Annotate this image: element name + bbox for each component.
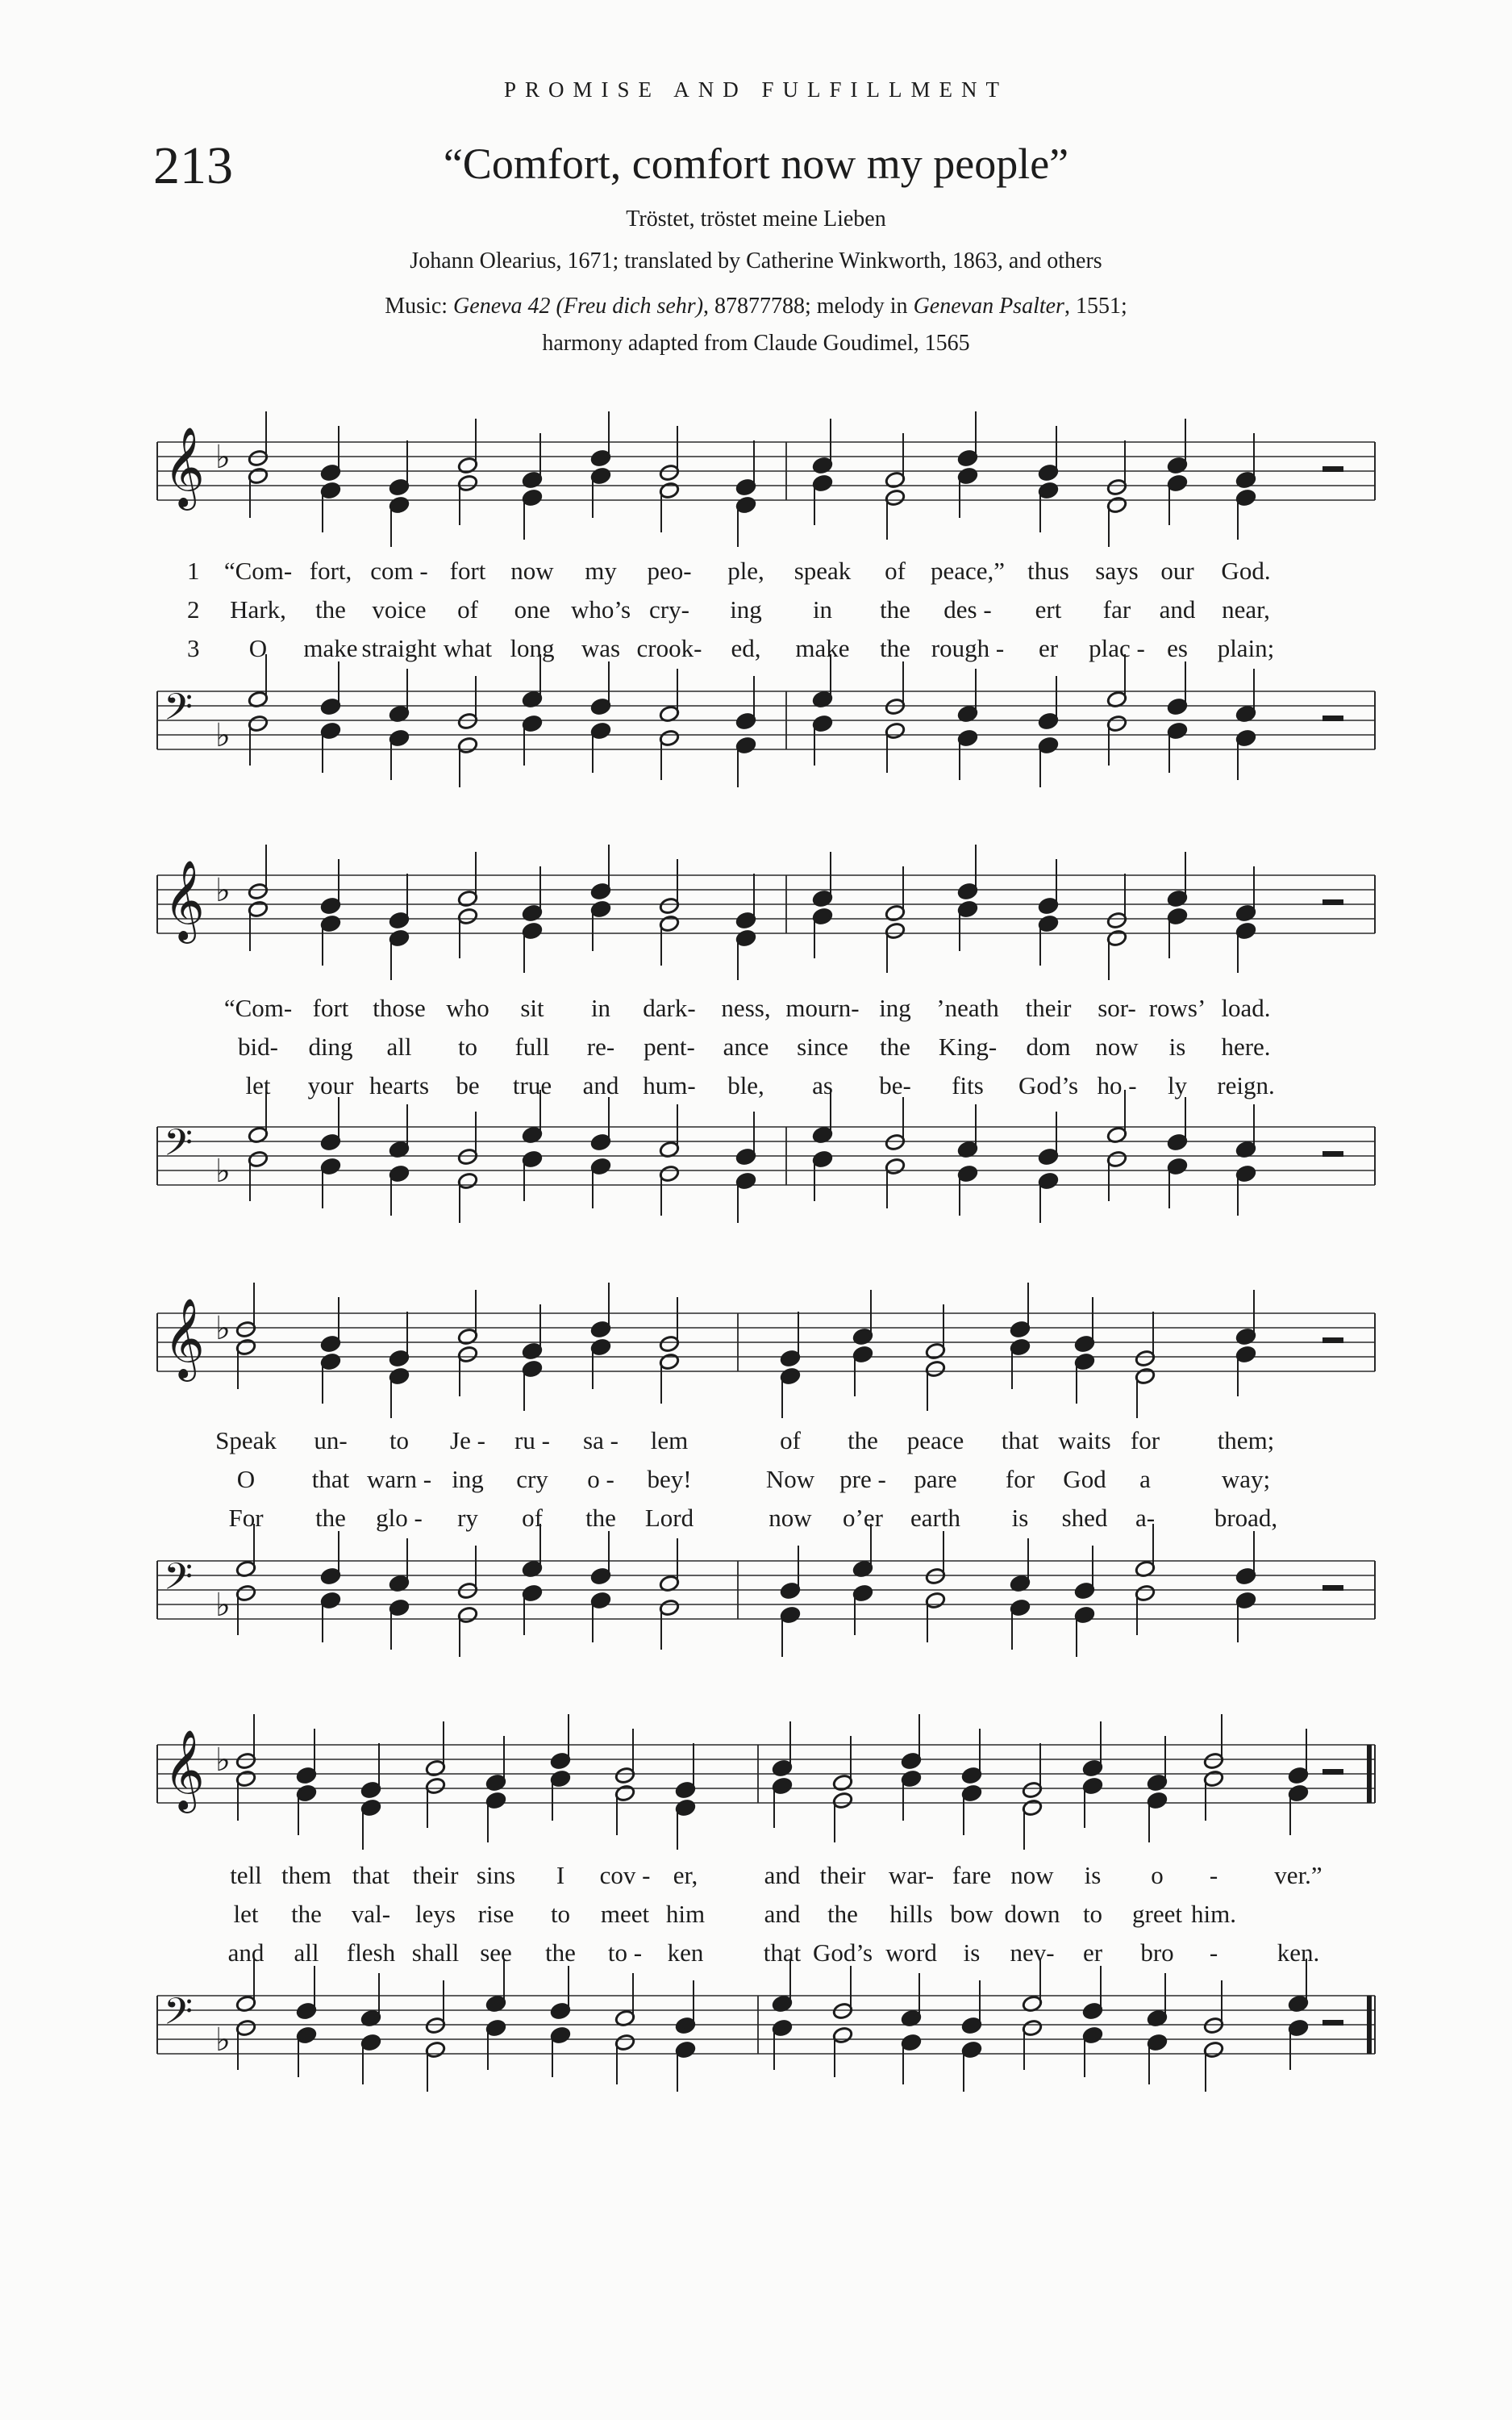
melody-source: Genevan Psalter <box>913 294 1064 319</box>
lyric-syllable: plain; <box>1217 634 1275 662</box>
lyric-syllable: greet <box>1132 1900 1182 1928</box>
harmony-credit: harmony adapted from Claude Goudimel, 1565 <box>542 331 970 356</box>
lyric-syllable: their <box>819 1861 866 1889</box>
lyric-syllable: the <box>545 1938 576 1967</box>
lyric-syllable: bey! <box>647 1465 692 1493</box>
lyric-syllable: meet <box>600 1900 650 1928</box>
half-rest-icon <box>1322 716 1343 721</box>
lyric-syllable: down <box>1004 1900 1060 1928</box>
lyric-syllable: er <box>1038 634 1059 662</box>
lyric-syllable: who <box>446 994 489 1022</box>
lyric-syllable: him. <box>1191 1900 1236 1928</box>
bass-clef-icon: 𝄢 <box>164 686 194 738</box>
lyric-syllable: ry <box>457 1504 478 1532</box>
lyric-syllable: here. <box>1221 1033 1271 1061</box>
verse-number: 1 <box>187 557 200 585</box>
lyric-syllable: of <box>457 595 478 624</box>
key-signature-flat-icon: ♭ <box>215 1310 231 1347</box>
lyric-syllable: cry <box>516 1465 548 1493</box>
lyric-line <box>0 994 1512 1029</box>
lyric-syllable: Speak <box>215 1426 277 1454</box>
lyric-syllable: now <box>510 557 554 585</box>
lyric-syllable: bid- <box>238 1033 278 1061</box>
lyric-syllable: “Com- <box>223 557 293 585</box>
lyric-line <box>0 1426 1512 1462</box>
lyric-syllable: reign. <box>1217 1071 1275 1099</box>
lyric-syllable: make <box>795 634 850 662</box>
lyric-syllable: fits <box>952 1071 984 1099</box>
lyric-line <box>0 595 1512 631</box>
lyric-syllable: the <box>315 1504 346 1532</box>
lyric-syllable: my <box>585 557 617 585</box>
lyric-syllable: to <box>389 1426 410 1454</box>
lyric-syllable: let <box>245 1071 271 1099</box>
lyric-syllable: now <box>1095 1033 1139 1061</box>
lyric-syllable: cry- <box>649 595 689 624</box>
lyric-syllable: to <box>550 1900 571 1928</box>
lyric-syllable: God <box>1063 1465 1106 1493</box>
lyric-syllable: broad, <box>1214 1504 1278 1532</box>
lyric-syllable: rise <box>477 1900 514 1928</box>
lyric-line <box>0 1938 1512 1974</box>
lyric-syllable: er <box>1082 1938 1103 1967</box>
lyric-syllable: ru - <box>514 1426 550 1454</box>
lyric-syllable: ing <box>452 1465 484 1493</box>
lyric-line <box>0 1071 1512 1107</box>
lyric-syllable: val- <box>351 1900 391 1928</box>
lyric-syllable: Lord <box>644 1504 694 1532</box>
lyric-syllable: God. <box>1221 557 1271 585</box>
half-rest-icon <box>1322 1151 1343 1157</box>
lyric-syllable: the <box>315 595 346 624</box>
lyric-syllable: their <box>1025 994 1072 1022</box>
lyric-syllable: ble, <box>727 1071 764 1099</box>
lyric-line <box>0 1465 1512 1500</box>
lyric-syllable: the <box>291 1900 322 1928</box>
lyric-syllable: their <box>412 1861 459 1889</box>
lyric-syllable: the <box>880 634 910 662</box>
lyric-syllable: them <box>281 1861 331 1889</box>
lyric-syllable: peace,” <box>930 557 1006 585</box>
lyric-syllable: rough - <box>931 634 1005 662</box>
tune-name: Geneva 42 (Freu dich sehr) <box>453 294 704 319</box>
lyric-syllable: those <box>373 994 426 1022</box>
lyric-syllable: to <box>1082 1900 1103 1928</box>
lyric-syllable: ken. <box>1277 1938 1320 1967</box>
lyric-syllable: of <box>885 557 906 585</box>
lyric-syllable: dark- <box>643 994 696 1022</box>
lyric-syllable: a- <box>1135 1504 1156 1532</box>
lyric-syllable: nev- <box>1010 1938 1055 1967</box>
treble-clef-icon: 𝄞 <box>164 427 205 507</box>
key-signature-flat-icon: ♭ <box>215 1742 231 1779</box>
lyric-syllable: fort <box>449 557 486 585</box>
lyric-syllable: earth <box>910 1504 960 1532</box>
lyric-syllable: is <box>1011 1504 1029 1532</box>
lyric-syllable: ’neath <box>936 994 999 1022</box>
lyric-syllable: war- <box>888 1861 935 1889</box>
lyric-line <box>0 1504 1512 1539</box>
lyric-syllable: the <box>880 595 910 624</box>
lyric-syllable: is <box>1084 1861 1102 1889</box>
music-credit-label: Music: <box>385 294 454 319</box>
lyric-syllable: that <box>311 1465 350 1493</box>
lyric-syllable: in <box>590 994 611 1022</box>
lyric-syllable: make <box>303 634 358 662</box>
lyric-syllable: and <box>227 1938 264 1967</box>
lyric-syllable: is <box>1168 1033 1186 1061</box>
lyric-syllable: un- <box>314 1426 348 1454</box>
lyric-syllable: near, <box>1222 595 1270 624</box>
lyric-syllable: true <box>512 1071 552 1099</box>
lyric-syllable: For <box>228 1504 264 1532</box>
lyric-syllable: o’er <box>843 1504 883 1532</box>
lyric-syllable: who’s <box>570 595 631 624</box>
lyric-syllable: of <box>522 1504 543 1532</box>
lyric-syllable: him <box>665 1900 706 1928</box>
lyric-syllable: er, <box>673 1861 698 1889</box>
hymn-title: “Comfort, comfort now my people” <box>443 140 1069 188</box>
lyric-syllable: long <box>510 634 555 662</box>
verse-number: 3 <box>187 634 200 662</box>
lyric-syllable: hum- <box>643 1071 696 1099</box>
lyric-syllable: Je - <box>450 1426 485 1454</box>
lyric-syllable: load. <box>1221 994 1271 1022</box>
key-signature-flat-icon: ♭ <box>215 872 231 909</box>
lyric-line <box>0 634 1512 670</box>
lyric-syllable: God’s <box>812 1938 873 1967</box>
lyric-syllable: now <box>768 1504 812 1532</box>
lyric-syllable: that <box>352 1861 390 1889</box>
lyric-syllable: crook- <box>636 634 702 662</box>
lyric-syllable: pent- <box>644 1033 695 1061</box>
lyric-syllable: bow <box>950 1900 993 1928</box>
lyric-syllable: ple, <box>727 557 764 585</box>
lyric-syllable: hills <box>889 1900 933 1928</box>
lyric-syllable: sit <box>520 994 544 1022</box>
lyric-syllable: hearts <box>369 1071 430 1099</box>
lyric-syllable: des - <box>943 595 992 624</box>
lyric-syllable: see <box>480 1938 512 1967</box>
lyric-syllable: o - <box>587 1465 614 1493</box>
half-rest-icon <box>1322 466 1343 472</box>
lyric-syllable: that <box>1001 1426 1039 1454</box>
treble-clef-icon: 𝄞 <box>164 1729 205 1810</box>
lyric-syllable: a <box>1139 1465 1151 1493</box>
lyric-syllable: and <box>582 1071 619 1099</box>
lyric-syllable: all <box>294 1938 319 1967</box>
lyric-syllable: all <box>386 1033 412 1061</box>
lyric-syllable: I <box>556 1861 565 1889</box>
half-rest-icon <box>1322 2020 1343 2026</box>
lyric-syllable: ing <box>879 994 911 1022</box>
lyric-syllable: that <box>763 1938 802 1967</box>
lyric-syllable: pare <box>914 1465 957 1493</box>
half-rest-icon <box>1322 1769 1343 1775</box>
lyric-syllable: says <box>1095 557 1139 585</box>
lyric-syllable: and <box>764 1900 801 1928</box>
lyric-syllable: re- <box>586 1033 615 1061</box>
lyric-syllable: the <box>827 1900 858 1928</box>
lyric-line <box>0 1900 1512 1935</box>
half-rest-icon <box>1322 1585 1343 1591</box>
lyric-syllable: to <box>457 1033 478 1061</box>
lyric-syllable: be- <box>879 1071 911 1099</box>
lyric-syllable: cov - <box>599 1861 651 1889</box>
lyric-syllable: Hark, <box>230 595 286 624</box>
lyric-syllable: for <box>1005 1465 1035 1493</box>
lyric-syllable: ver.” <box>1274 1861 1322 1889</box>
lyric-syllable: plac - <box>1089 634 1145 662</box>
lyric-syllable: pre - <box>839 1465 886 1493</box>
lyric-syllable: your <box>307 1071 354 1099</box>
lyric-syllable: King- <box>938 1033 998 1061</box>
treble-clef-icon: 𝄞 <box>164 1298 205 1379</box>
lyric-syllable: let <box>233 1900 259 1928</box>
lyric-syllable: lem <box>650 1426 689 1454</box>
lyric-syllable: tell <box>230 1861 262 1889</box>
lyric-syllable: leys <box>415 1900 456 1928</box>
lyric-line <box>0 1861 1512 1896</box>
lyric-syllable: the <box>585 1504 616 1532</box>
lyric-syllable: God’s <box>1018 1071 1079 1099</box>
lyric-syllable: word <box>885 1938 937 1967</box>
lyric-syllable: ding <box>308 1033 353 1061</box>
lyric-syllable: O <box>236 1465 256 1493</box>
lyric-syllable: “Com- <box>223 994 293 1022</box>
lyric-syllable: warn - <box>366 1465 432 1493</box>
lyric-syllable: fort <box>312 994 349 1022</box>
lyric-line <box>0 1033 1512 1068</box>
lyric-syllable: fort, <box>309 557 352 585</box>
lyric-syllable: them; <box>1217 1426 1275 1454</box>
lyric-syllable: ho - <box>1097 1071 1137 1099</box>
lyric-syllable: es <box>1167 634 1188 662</box>
section-header: PROMISE AND FULFILLMENT <box>503 77 1009 102</box>
lyric-syllable: dom <box>1026 1033 1071 1061</box>
lyric-syllable: voice <box>372 595 427 624</box>
meter-info: , 87877788; melody in <box>703 294 914 319</box>
lyric-line <box>0 557 1512 592</box>
lyric-syllable: sins <box>476 1861 516 1889</box>
lyric-syllable: sor- <box>1098 994 1136 1022</box>
lyric-syllable: as <box>812 1071 833 1099</box>
lyric-syllable: ed, <box>731 634 761 662</box>
lyric-syllable: - <box>1209 1938 1218 1967</box>
lyric-syllable: ken <box>667 1938 704 1967</box>
treble-clef-icon: 𝄞 <box>164 860 205 941</box>
lyric-syllable: O <box>248 634 268 662</box>
lyric-syllable: mourn- <box>785 994 860 1022</box>
lyric-syllable: ance <box>723 1033 769 1061</box>
lyric-syllable: ing <box>730 595 762 624</box>
lyric-syllable: and <box>764 1861 801 1889</box>
lyric-syllable: - <box>1209 1861 1218 1889</box>
lyric-syllable: straight <box>361 634 437 662</box>
bass-clef-icon: 𝄢 <box>164 1555 194 1608</box>
lyric-syllable: full <box>514 1033 550 1061</box>
lyric-syllable: thus <box>1027 557 1069 585</box>
lyric-syllable: what <box>443 634 493 662</box>
lyric-syllable: way; <box>1221 1465 1271 1493</box>
lyric-syllable: of <box>780 1426 801 1454</box>
original-title: Tröstet, tröstet meine Lieben <box>626 207 886 232</box>
lyric-syllable: flesh <box>346 1938 396 1967</box>
lyric-syllable: and <box>1159 595 1196 624</box>
lyric-syllable: ert <box>1035 595 1062 624</box>
lyric-syllable: to - <box>607 1938 643 1967</box>
lyric-syllable: glo - <box>376 1504 423 1532</box>
lyric-syllable: sa - <box>583 1426 619 1454</box>
lyric-syllable: for <box>1130 1426 1160 1454</box>
lyric-syllable: was <box>581 634 621 662</box>
key-signature-flat-icon: ♭ <box>215 1587 231 1624</box>
lyric-syllable: speak <box>793 557 852 585</box>
lyric-syllable: fare <box>952 1861 992 1889</box>
lyric-syllable: peo- <box>647 557 692 585</box>
half-rest-icon <box>1322 1337 1343 1343</box>
bass-clef-icon: 𝄢 <box>164 1990 194 2042</box>
lyric-syllable: peace <box>906 1426 964 1454</box>
lyric-syllable: rows’ <box>1148 994 1206 1022</box>
lyric-syllable: far <box>1102 595 1131 624</box>
lyric-syllable: be <box>456 1071 480 1099</box>
lyric-syllable: shed <box>1061 1504 1108 1532</box>
key-signature-flat-icon: ♭ <box>215 439 231 476</box>
text-credit: Johann Olearius, 1671; translated by Catherine Winkworth, 1863, and others <box>410 248 1102 273</box>
lyric-syllable: ly <box>1167 1071 1188 1099</box>
lyric-syllable: our <box>1160 557 1194 585</box>
bass-clef-icon: 𝄢 <box>164 1121 194 1174</box>
lyric-syllable: ness, <box>721 994 771 1022</box>
lyric-syllable: is <box>963 1938 981 1967</box>
lyric-syllable: bro <box>1140 1938 1174 1967</box>
lyric-syllable: the <box>848 1426 878 1454</box>
lyric-syllable: Now <box>765 1465 815 1493</box>
lyric-syllable: in <box>812 595 833 624</box>
lyric-syllable: one <box>514 595 551 624</box>
key-signature-flat-icon: ♭ <box>215 717 231 754</box>
lyric-syllable: o <box>1151 1861 1164 1889</box>
lyric-syllable: now <box>1010 1861 1054 1889</box>
key-signature-flat-icon: ♭ <box>215 1153 231 1190</box>
half-rest-icon <box>1322 899 1343 905</box>
hymn-number: 213 <box>153 136 233 195</box>
verse-number: 2 <box>187 595 200 624</box>
lyric-syllable: the <box>880 1033 910 1061</box>
lyric-syllable: shall <box>411 1938 460 1967</box>
source-year: , 1551; <box>1064 294 1127 319</box>
lyric-syllable: waits <box>1058 1426 1111 1454</box>
lyric-syllable: since <box>797 1033 848 1061</box>
key-signature-flat-icon: ♭ <box>215 2022 231 2059</box>
lyric-syllable: com - <box>370 557 428 585</box>
